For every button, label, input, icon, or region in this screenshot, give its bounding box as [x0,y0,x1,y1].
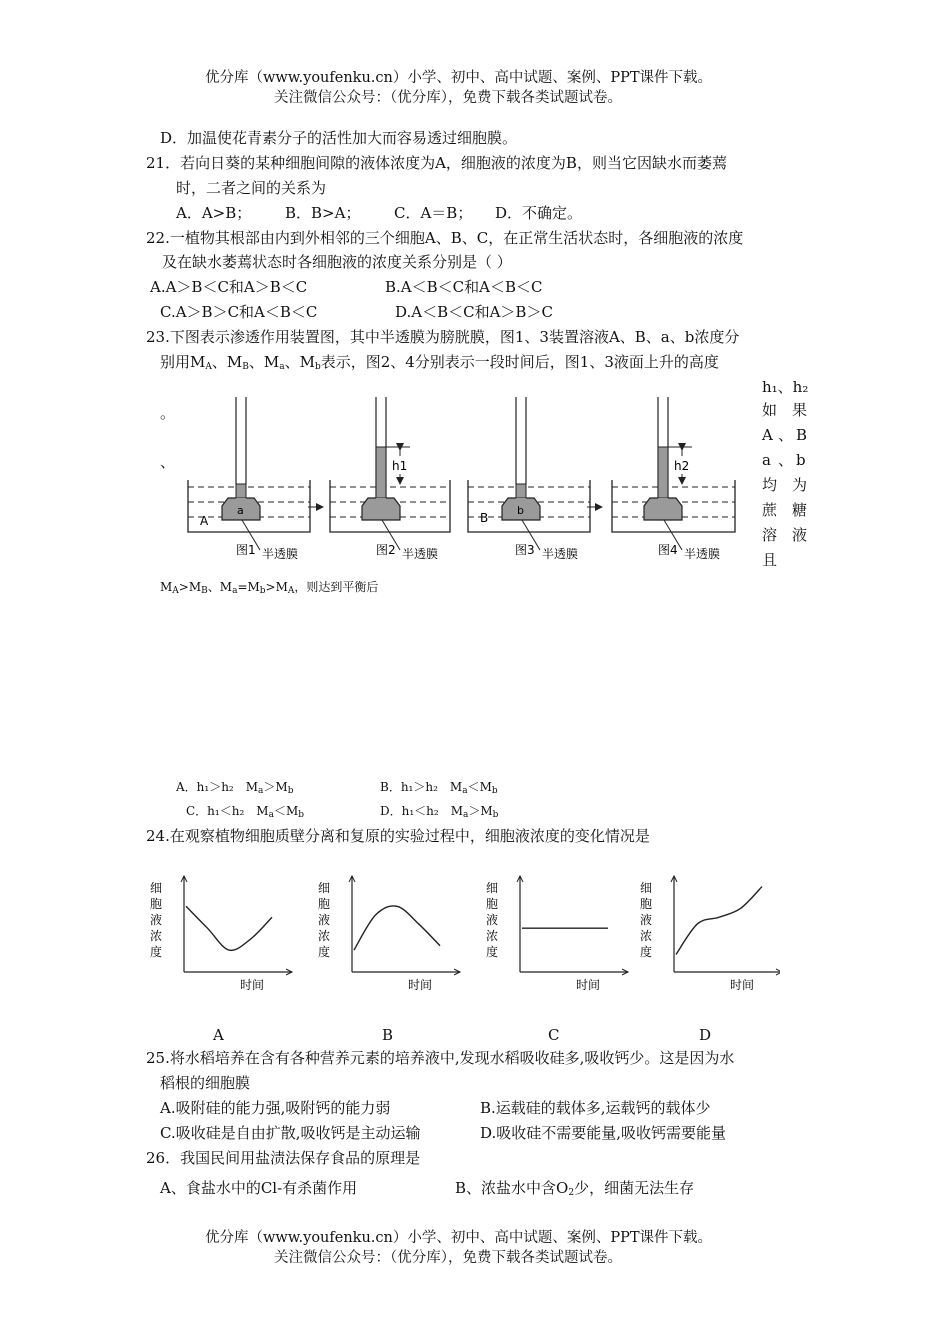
chart-C-ylabel-char: 度 [486,945,499,959]
q23-condition: $M_A>M_B$、$M_a=M_b>M_A$，则达到平衡后 [160,580,379,596]
fig2-membrane-label: 半透膜 [402,547,439,561]
q24-label-a: A [213,1026,224,1044]
fig1-inner-label: a [237,504,244,517]
q26-stem: 26．我国民间用盐渍法保存食品的原理是 [146,1149,421,1167]
q23-side-11: 蔗 [762,501,778,519]
header-line-2: 关注微信公众号：（优分库），免费下载各类试题试卷。 [274,90,622,106]
fig3-apparatus [468,397,590,561]
q25-stem-1: 25.将水稻培养在含有各种营养元素的培养液中,发现水稻吸收硅多,吸收钙少。这是因为水 [146,1049,735,1067]
q20-option-d: D．加温使花青素分子的活性加大而容易透过细胞膜。 [160,129,518,147]
footer-line-2: 关注微信公众号：（优分库），免费下载各类试题试卷。 [274,1250,622,1266]
chart-A-curve [186,906,272,950]
q23-stem-1: 23.下图表示渗透作用装置图，其中半透膜为膀胱膜，图1、3装置溶液A、B、a、b浓度分 [146,328,740,346]
q23-option-a: A．h₁＞h₂ $M_a>M_b$ [176,780,294,796]
chart-C-xlabel: 时间 [576,978,601,992]
q26-option-b: B、浓盐水中含$O_2$少，细菌无法生存 [455,1179,695,1198]
chart-A-ylabel-char: 胞 [150,897,163,911]
q25-option-b: B.运载硅的载体多,运载钙的载体少 [480,1099,711,1117]
chart-C-ylabel-char: 细 [486,881,499,895]
q21-stem-1: 21．若向日葵的某种细胞间隙的液体浓度为A，细胞液的浓度为B，则当它因缺水而萎蔫 [146,154,727,172]
chart-C-ylabel-char: 浓 [486,929,499,943]
q23-option-d: D．h₁＜h₂ $M_a>M_b$ [380,804,499,820]
chart-B-ylabel-char: 液 [318,913,331,927]
q23-option-c: C．h₁＜h₂ $M_a<M_b$ [186,804,304,820]
q23-side-2: 果 [792,401,808,419]
chart-B-ylabel-char: 度 [318,945,331,959]
chart-D-ylabel-char: 度 [640,945,653,959]
q23-stem-2: 别用$M_A$、$M_B$、$M_a$、$M_b$表示，图2、4分别表示一段时间后，图1、3液面上升的高度 [160,353,719,372]
chart-B-ylabel-char: 胞 [318,897,331,911]
q23-comma: 、 [160,453,176,471]
chart-C-ylabel-char: 胞 [486,897,499,911]
fig4-caption: 图4 [658,543,678,557]
chart-A-xlabel: 时间 [240,978,265,992]
q21-option-d: D．不确定。 [495,204,583,222]
q22-option-c: C.A＞B＞C和A＜B＜C [160,303,318,321]
fig2-h1-label: h1 [392,459,408,473]
fig1-outer-label: A [200,514,209,528]
q23-side-10: 为 [792,476,808,494]
q23-side-9: 均 [762,476,778,494]
header-line-1: 优分库（www.youfenku.cn）小学、初中、高中试题、案例、PPT课件下载。 [205,70,713,86]
q22-stem-2: 及在缺水萎蔫状态时各细胞液的浓度关系分别是（ ） [162,253,512,271]
q22-option-a: A.A＞B＜C和A＞B＜C [150,278,308,296]
chart-B-ylabel-char: 细 [318,881,331,895]
q22-option-d: D.A＜B＜C和A＞B＞C [395,303,553,321]
q24-label-b: B [382,1026,394,1044]
fig4-apparatus [612,397,735,561]
fig3-caption: 图3 [515,543,535,557]
q22-option-b: B.A＜B＜C和A＜B＜C [385,278,543,296]
q23-h1h2: h₁、h₂ [762,378,809,396]
q24-charts [140,868,780,998]
q23-side-5: B [796,426,808,444]
q25-option-d: D.吸收硅不需要能量,吸收钙需要能量 [480,1124,727,1142]
fig1-apparatus [188,397,310,561]
q23-side-14: 液 [792,526,808,544]
chart-D-ylabel-char: 细 [640,881,653,895]
fig3-outer-label: B [480,511,489,525]
chart-A-ylabel-char: 细 [150,881,163,895]
q23-side-6: a [762,451,771,469]
fig2-caption: 图2 [376,543,396,557]
q25-option-c: C.吸收硅是自由扩散,吸收钙是主动运输 [160,1124,421,1142]
q23-side-7: 、 [778,451,794,469]
q24-label-c: C [548,1026,560,1044]
chart-B-curve [354,906,440,950]
fig1-caption: 图1 [236,543,256,557]
fig3-membrane-label: 半透膜 [542,547,579,561]
chart-D-ylabel-char: 浓 [640,929,653,943]
q21-option-a: A．A>B； [176,204,252,222]
chart-B-ylabel-char: 浓 [318,929,331,943]
q23-side-3: A [762,426,773,444]
chart-D-ylabel-char: 液 [640,913,653,927]
q25-stem-2: 稻根的细胞膜 [160,1074,251,1092]
q26-option-a: A、食盐水中的Cl-有杀菌作用 [160,1179,358,1197]
q21-option-b: B．B>A； [285,204,361,222]
fig3-inner-label: b [517,504,524,517]
fig2-apparatus [330,397,450,561]
q23-side-15: 且 [762,551,778,569]
q24-label-d: D [699,1026,712,1044]
q22-stem-1: 22.一植物其根部由内到外相邻的三个细胞A、B、C，在正常生活状态时，各细胞液的浓度 [146,229,744,247]
q23-side-8: b [796,451,806,469]
fig4-h2-label: h2 [674,459,690,473]
chart-A-ylabel-char: 液 [150,913,163,927]
q23-side-1: 如 [762,401,778,419]
q21-option-c: C．A＝B； [394,204,473,222]
fig4-membrane-label: 半透膜 [684,547,721,561]
chart-D-ylabel-char: 胞 [640,897,653,911]
q23-side-12: 糖 [792,501,808,519]
fig1-membrane-label: 半透膜 [262,547,299,561]
footer-line-1: 优分库（www.youfenku.cn）小学、初中、高中试题、案例、PPT课件下载。 [205,1230,713,1246]
q21-stem-2: 时，二者之间的关系为 [176,179,327,197]
chart-D-xlabel: 时间 [730,978,755,992]
chart-D-curve [676,887,762,955]
q23-side-13: 溶 [762,526,778,544]
q24-stem: 24.在观察植物细胞质壁分离和复原的实验过程中，细胞液浓度的变化情况是 [146,827,650,845]
chart-C-ylabel-char: 液 [486,913,499,927]
q23-dot: 。 [160,404,176,422]
osmosis-figure [180,392,755,564]
q23-side-4: 、 [778,426,794,444]
chart-A-ylabel-char: 浓 [150,929,163,943]
chart-A-ylabel-char: 度 [150,945,163,959]
q25-option-a: A.吸附硅的能力强,吸附钙的能力弱 [160,1099,391,1117]
q23-option-b: B．h₁＞h₂ $M_a<M_b$ [380,780,498,796]
chart-B-xlabel: 时间 [408,978,433,992]
